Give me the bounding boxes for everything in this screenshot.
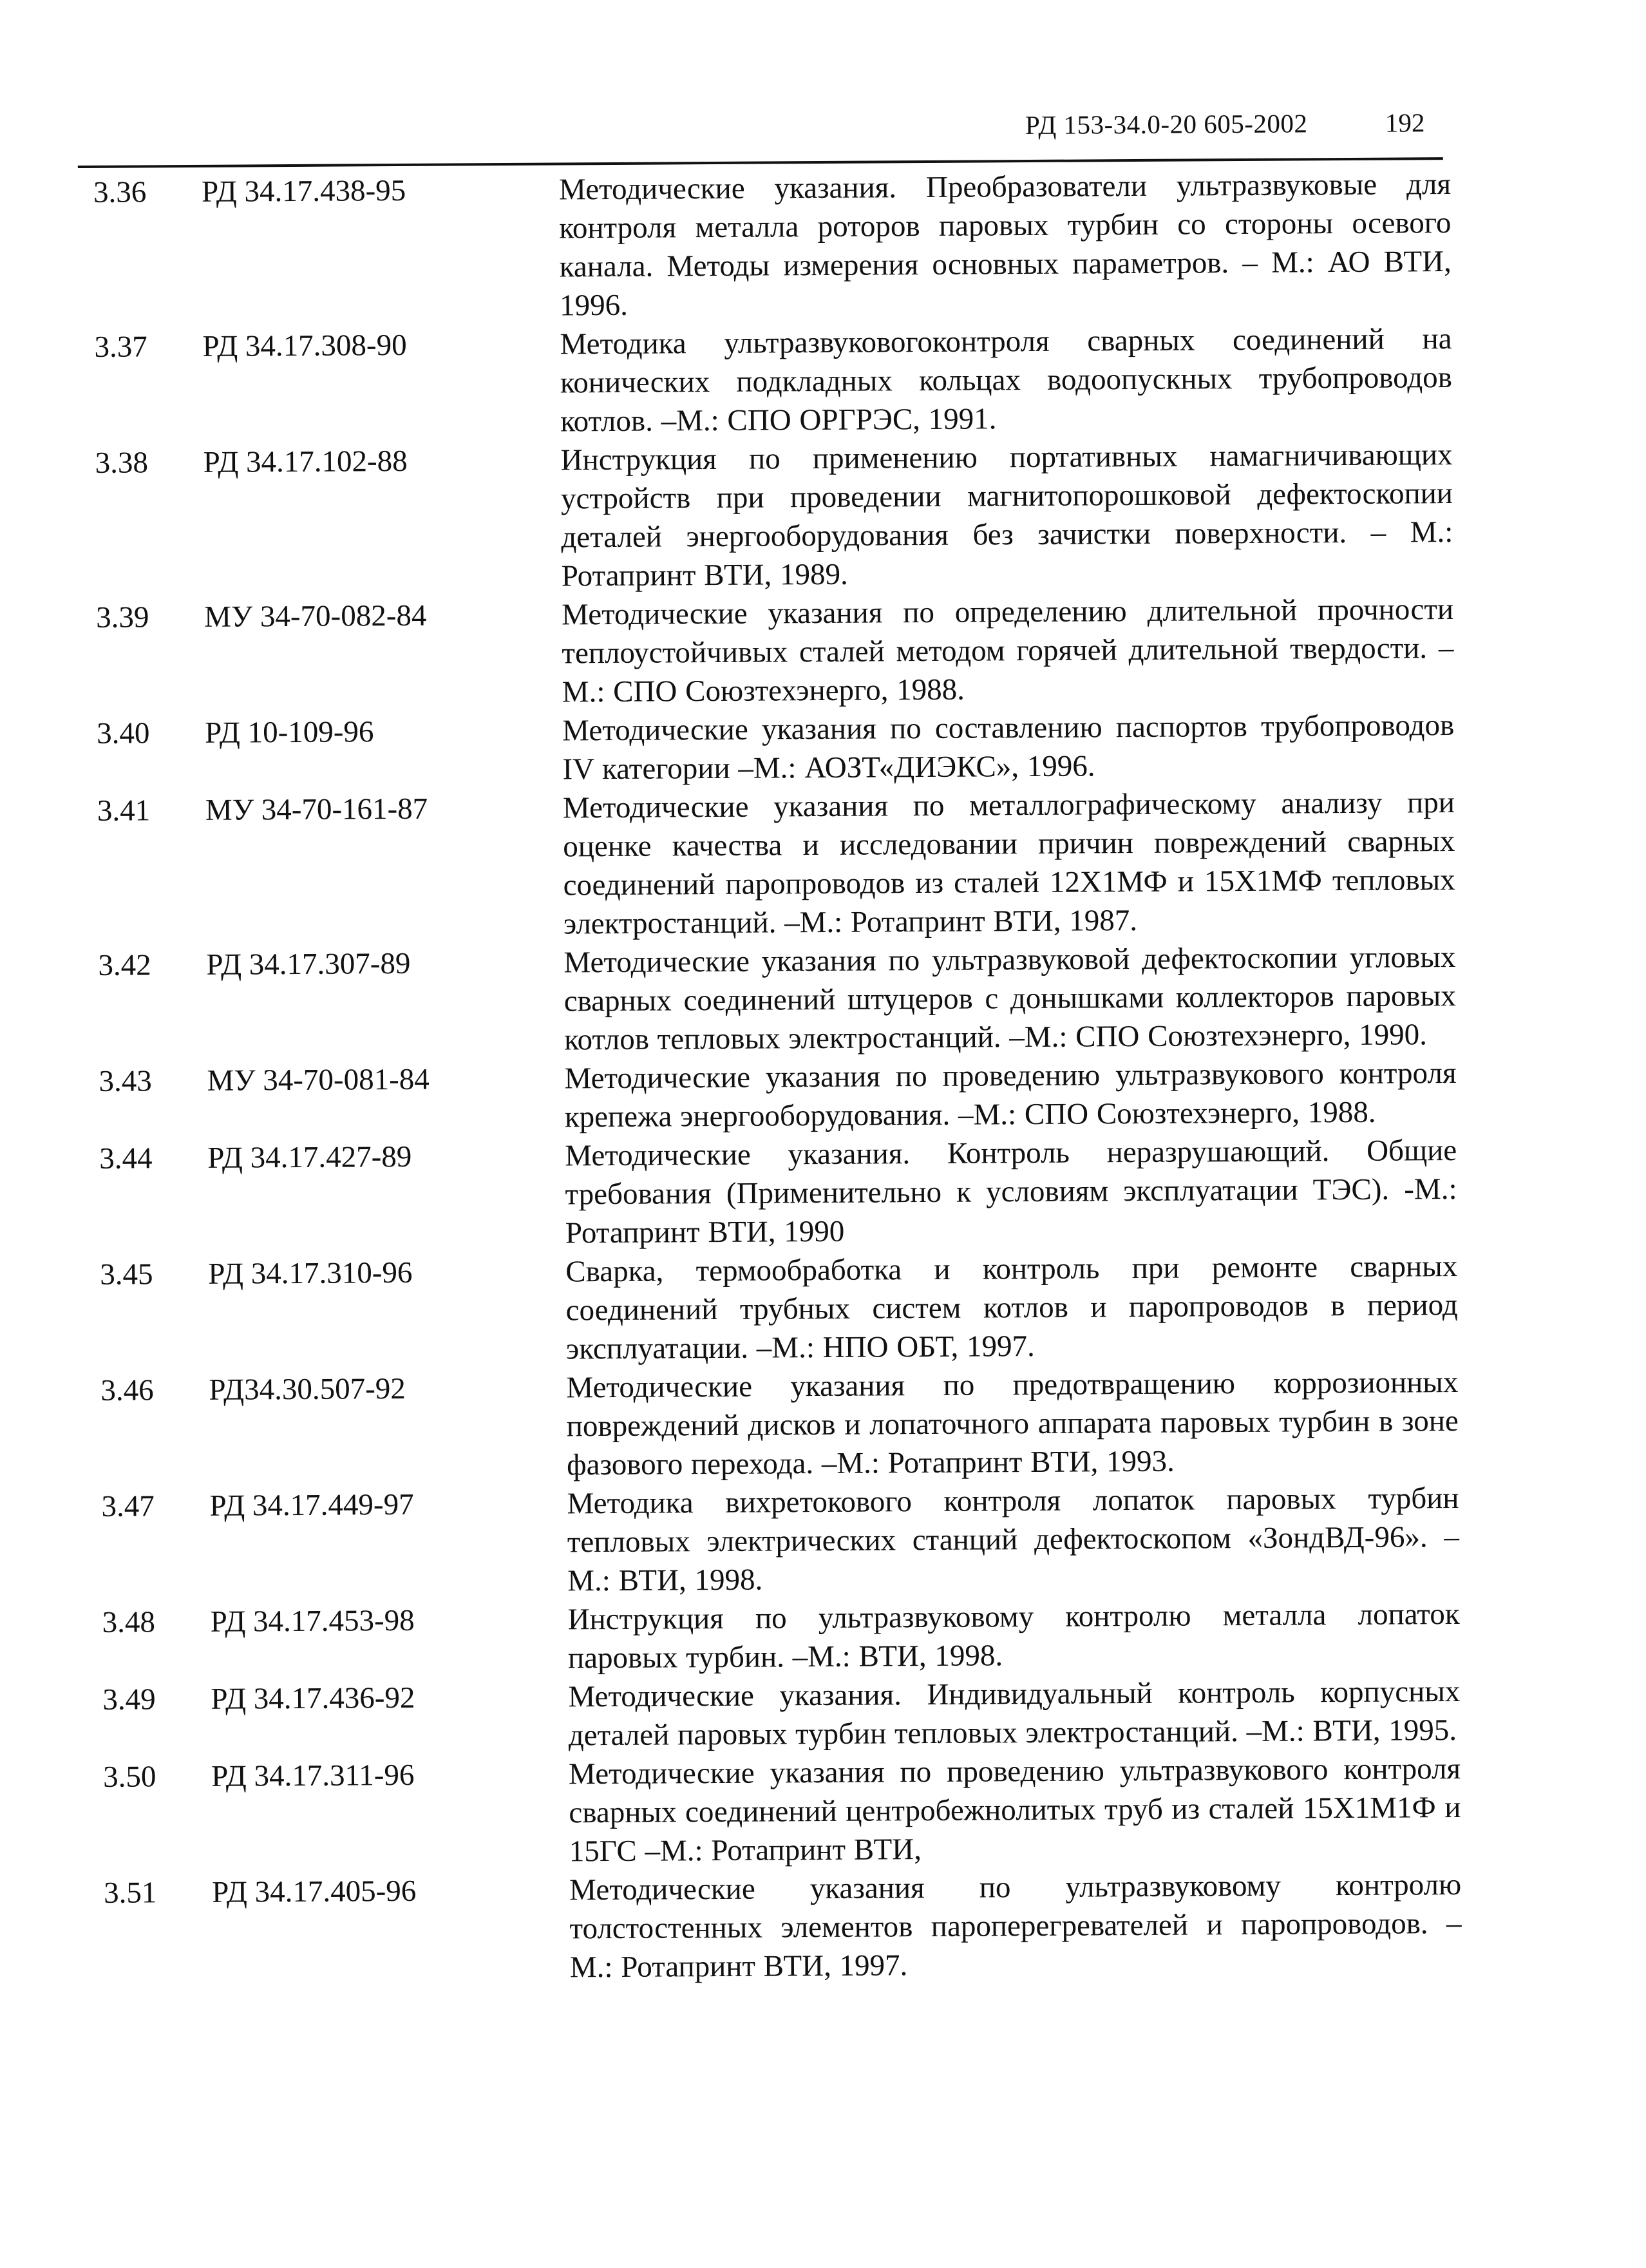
entry-code: РД34.30.507-92 <box>209 1371 406 1407</box>
entry-number: 3.42 <box>98 948 151 982</box>
header-page-number: 192 <box>1385 108 1425 138</box>
entry-code: РД 34.17.427-89 <box>207 1139 412 1175</box>
entry-number: 3.38 <box>95 446 149 480</box>
reference-list <box>84 165 1461 1990</box>
entry-code: РД 34.17.449-97 <box>209 1487 414 1523</box>
entry-description: Методика вихретокового контроля лопаток паровых турбин тепловых электрических станций дефектоскопом «ЗондВД-96». –М.: ВТИ, 1998. <box>567 1481 1460 1598</box>
entry-code: РД 34.17.102-88 <box>203 444 408 479</box>
entry-number: 3.41 <box>97 794 151 828</box>
entry-description: Методические указания. Индивидуальный контроль корпусных деталей паровых турбин тепловых электростанций. –М.: ВТИ, 1995. <box>568 1674 1461 1753</box>
entry-number: 3.36 <box>93 175 147 209</box>
entry-number: 3.49 <box>102 1682 156 1717</box>
entry-number: 3.37 <box>94 330 147 364</box>
reference-entry <box>95 1865 1461 1990</box>
entry-number: 3.40 <box>97 716 150 750</box>
entry-description: Методические указания. Преобразователи ультразвуковые для контроля металла роторов паровых турбин со стороны осевого канала. Методы измерения основных параметров. – М.: АО ВТИ, 1996. <box>558 167 1452 323</box>
entry-code: МУ 34-70-081-84 <box>207 1062 430 1098</box>
entry-number: 3.50 <box>102 1760 156 1794</box>
entry-code: РД 34.17.311-96 <box>211 1758 415 1793</box>
reference-entry <box>88 783 1454 946</box>
entry-code: РД 34.17.436-92 <box>211 1681 415 1716</box>
entry-description: Методика ультразвуковогоконтроля сварных соединений на конических подкладных кольцах водоопускных трубопроводов котлов. –М.: СПО ОРГРЭС, 1991. <box>560 322 1453 439</box>
entry-description: Методические указания по ультразвуковой дефектоскопии угловых сварных соединений штуцеров с донышками коллекторов паровых котлов тепловых электростанций. –М.: СПО Союзтехэнерго, 1990. <box>563 940 1456 1057</box>
entry-code: РД 34.17.307-89 <box>206 946 411 982</box>
reference-entry <box>87 590 1453 714</box>
entry-description: Методические указания по металлографическому анализу при оценке качества и исследовании причин повреждений сварных соединений паропроводов из сталей 12Х1МФ и 15Х1МФ тепловых электростанций. –М.: Ротапринт ВТИ, 1987. <box>562 785 1455 941</box>
entry-code: МУ 34-70-161-87 <box>205 792 428 827</box>
entry-number: 3.39 <box>95 600 149 634</box>
reference-entry <box>93 1672 1459 1758</box>
entry-number: 3.43 <box>99 1064 152 1098</box>
reference-entry <box>84 165 1450 328</box>
entry-description: Методические указания. Контроль неразрушающий. Общие требования (Применительно к условиям эксплуатации ТЭС). -М.: Ротапринт ВТИ, 1990 <box>565 1133 1457 1250</box>
entry-code: РД 34.17.405-96 <box>212 1874 417 1909</box>
reference-entry <box>88 706 1453 792</box>
reference-entry <box>90 1131 1456 1255</box>
reference-entry <box>94 1749 1460 1874</box>
entry-code: РД 34.17.310-96 <box>208 1255 413 1291</box>
entry-code: МУ 34-70-082-84 <box>203 598 427 634</box>
reference-entry <box>85 319 1451 444</box>
reference-entry <box>91 1363 1457 1487</box>
entry-description: Методические указания по определению длительной прочности теплоустойчивых сталей методом горячей длительной твердости. –М.: СПО Союзтехэнерго, 1988. <box>561 593 1454 709</box>
entry-description: Методические указания по составлению паспортов трубопроводов IV категории –М.: АОЗТ«ДИЭКС», 1996. <box>562 709 1455 786</box>
reference-entry <box>93 1595 1459 1681</box>
entry-number: 3.44 <box>99 1141 153 1176</box>
entry-description: Сварка, термообработка и контроль при ремонте сварных соединений трубных систем котлов и паропроводов в период эксплуатации. –М.: НПО ОБТ, 1997. <box>565 1249 1458 1366</box>
entry-number: 3.47 <box>101 1489 155 1523</box>
entry-description: Методические указания по проведению ультразвукового контроля сварных соединений центробежнолитых труб из сталей 15Х1М1Ф и 15ГС –М.: Ротапринт ВТИ, <box>568 1751 1461 1869</box>
entry-code: РД 34.17.308-90 <box>202 328 407 363</box>
reference-entry <box>86 435 1452 598</box>
reference-entry <box>89 938 1455 1062</box>
reference-entry <box>91 1247 1457 1371</box>
header-document-code: РД 153-34.0-20 605-2002 <box>1025 108 1308 140</box>
entry-number: 3.48 <box>102 1605 156 1639</box>
entry-description: Методические указания по проведению ультразвукового контроля крепежа энергооборудования. –М.: СПО Союзтехэнерго, 1988. <box>564 1056 1457 1134</box>
entry-code: РД 34.17.453-98 <box>210 1603 415 1639</box>
entry-description: Инструкция по применению портативных намагничивающих устройств при проведении магнитопорошковой дефектоскопии деталей энергооборудования без зачистки поверхности. – М.: Ротапринт ВТИ, 1989. <box>560 438 1453 593</box>
entry-code: РД 10-109-96 <box>205 715 374 750</box>
entry-code: РД 34.17.438-95 <box>201 173 406 209</box>
entry-description: Методические указания по предотвращению коррозионных повреждений дисков и лопаточного аппарата паровых турбин в зоне фазового перехода. –М.: Ротапринт ВТИ, 1993. <box>566 1365 1459 1482</box>
page-header <box>77 99 1443 168</box>
reference-entry <box>92 1479 1458 1603</box>
entry-number: 3.51 <box>104 1876 157 1910</box>
entry-number: 3.46 <box>100 1373 154 1407</box>
entry-description: Инструкция по ультразвуковому контролю металла лопаток паровых турбин. –М.: ВТИ, 1998. <box>567 1597 1460 1675</box>
entry-number: 3.45 <box>100 1257 153 1291</box>
reference-entry <box>90 1054 1455 1139</box>
entry-description: Методические указания по ультразвуковому контролю толстостенных элементов пароперегревателей и паропроводов. – М.: Ротапринт ВТИ, 1997. <box>569 1867 1462 1985</box>
